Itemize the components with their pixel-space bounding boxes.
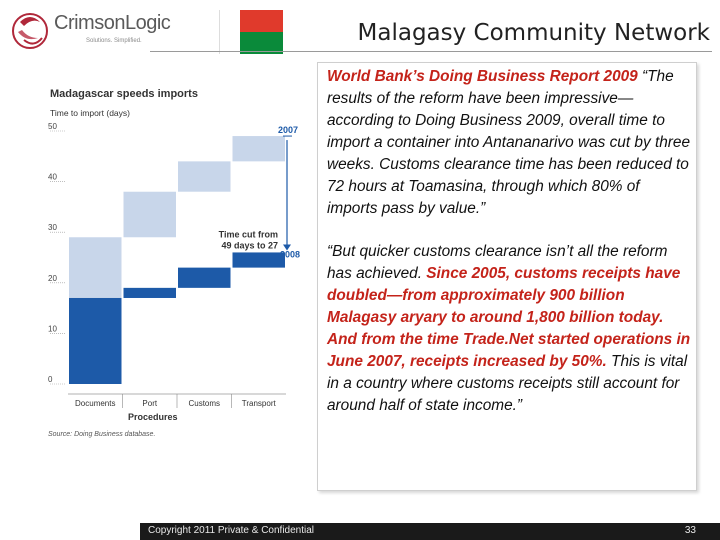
report-body: “The results of the reform have been impressive—according to Doing Business 2009, overall time to import a container into Antananarivo was cut by three weeks. Customs clearance time has been reduced to 72 hours at Toamasina, through which 80% of imports pass by value.” [327, 68, 691, 217]
y-tick-label: 40 [48, 172, 57, 182]
y-tick-label: 30 [48, 223, 57, 233]
imports-chart [40, 86, 306, 446]
x-tick-label: Port [142, 399, 158, 408]
report-heading: World Bank’s Doing Business Report 2009 [327, 68, 638, 85]
y-tick-label: 20 [48, 273, 57, 283]
slide-title: Malagasy Community Network [357, 20, 710, 46]
receipts-intro: “But quicker customs clearance isn’t all the reform has achieved. [327, 243, 668, 282]
receipts-tail: This is vital in a country where customs receipts still account for around half of state income.” [327, 353, 688, 414]
flag-white-band [219, 10, 241, 54]
bar-2007-transport [233, 136, 286, 161]
x-axis-label: Procedures [127, 412, 178, 422]
bar-2008-customs [178, 268, 231, 288]
x-tick-label: Documents [75, 399, 116, 408]
logo-emblem-icon [10, 8, 50, 54]
logo-wordmark: CrimsonLogic [54, 12, 171, 34]
label-2008: 2008 [279, 249, 301, 260]
footer-bar [0, 523, 720, 540]
quote-textbox [317, 62, 697, 491]
receipts-highlight: Since 2005, customs receipts have doubled—from approximately 900 billion Malagasy aryary to around 1,800 billion today. And from the time Trade.Net started operations in June 2007, receipts increased by 50%. [327, 265, 691, 370]
bar-2008-documents [69, 298, 122, 384]
chart-plot [40, 86, 306, 431]
bar-2007-port [124, 192, 177, 238]
crimsonlogic-logo [10, 8, 171, 54]
y-tick-label: 10 [48, 324, 57, 334]
bar-2007-customs [178, 161, 231, 191]
bar-2008-transport [233, 252, 286, 267]
madagascar-flag-icon [219, 10, 283, 54]
report-quote [327, 66, 691, 220]
annotation-line1: Time cut from [218, 229, 278, 240]
label-2007: 2007 [277, 125, 299, 136]
copyright-text: Copyright 2011 Private & Confidential [148, 525, 315, 536]
receipts-quote [327, 241, 691, 417]
chart-source: Source: Doing Business database. [48, 431, 156, 438]
y-tick-label: 0 [48, 375, 53, 384]
annotation-line2: 49 days to 27 [221, 240, 278, 251]
title-divider [150, 51, 712, 52]
x-tick-label: Transport [241, 399, 276, 408]
x-tick-label: Customs [188, 399, 221, 408]
page-number: 33 [684, 525, 696, 536]
chart-title: Madagascar speeds imports [50, 88, 198, 100]
flag-red-band [240, 10, 283, 32]
logo-tagline: Solutions. Simplified. [86, 38, 142, 44]
bar-2008-port [124, 288, 177, 298]
y-axis-label: Time to import (days) [50, 108, 130, 118]
y-tick-label: 50 [48, 122, 57, 131]
